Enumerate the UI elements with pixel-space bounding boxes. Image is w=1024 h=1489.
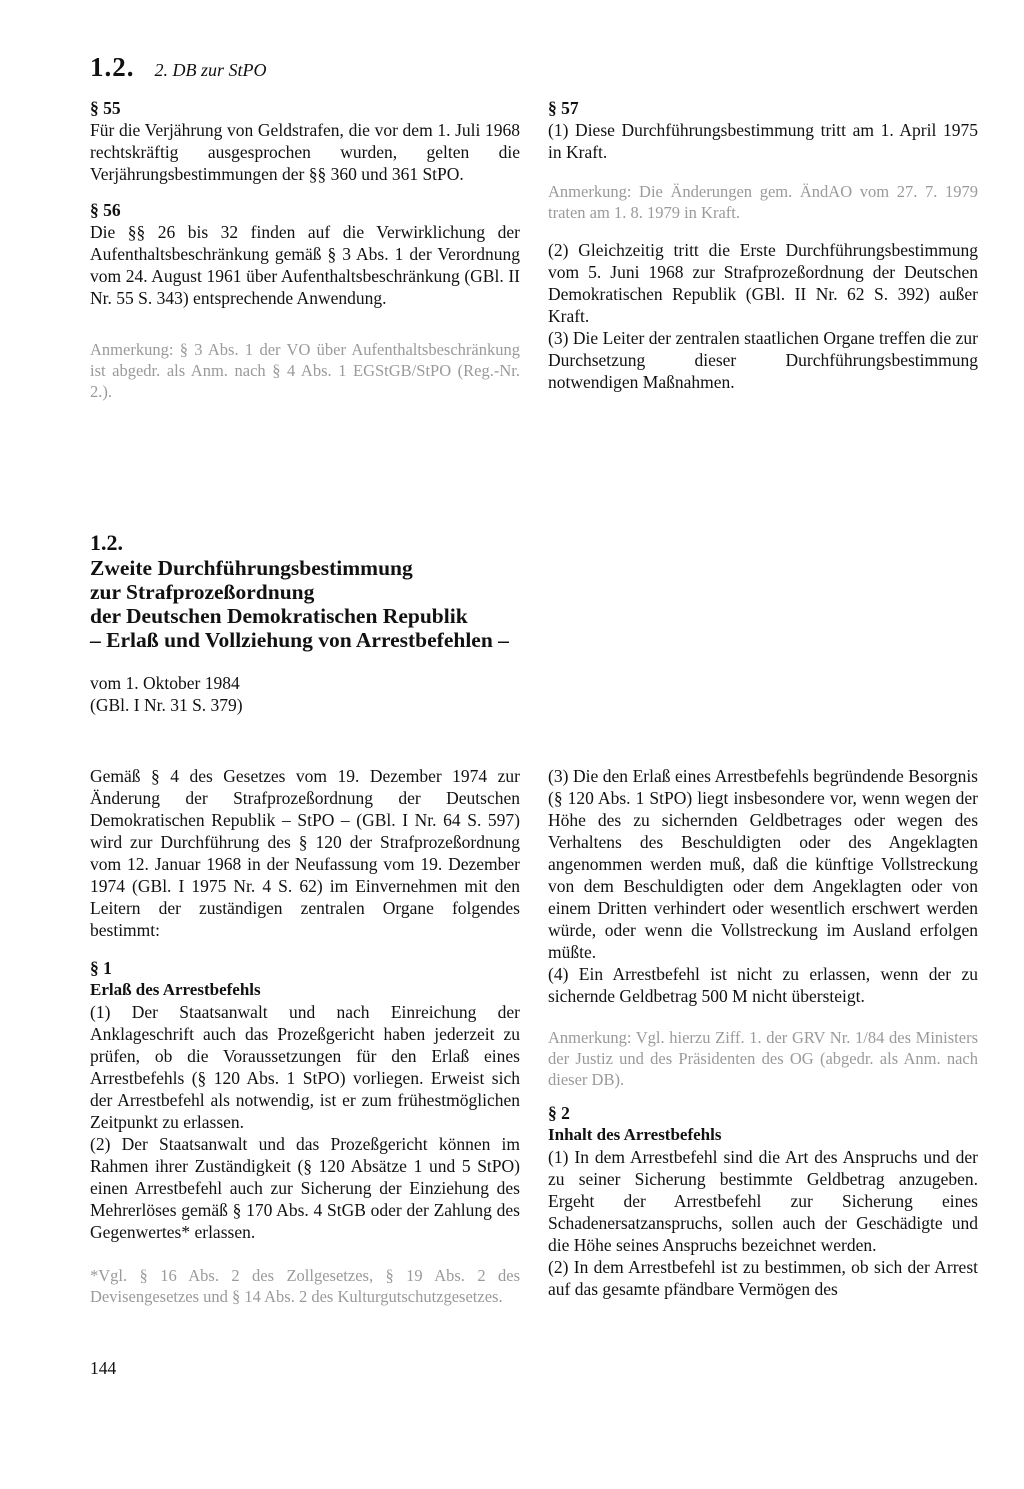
section-57-abs1: (1) Diese Durchführungsbestimmung tritt am 1. April 1975 in Kraft. [548, 120, 978, 162]
title-date: vom 1. Oktober 1984 [90, 673, 240, 693]
footnote: *Vgl. § 16 Abs. 2 des Zollgesetzes, § 19 Abs. 2 des Devisengesetzes und § 14 Abs. 2 des Kulturgutschutzgesetzes. [90, 1266, 520, 1306]
section-56-heading: § 56 [90, 200, 121, 220]
section-1-heading: § 1 [90, 958, 112, 978]
section-1-abs1: (1) Der Staatsanwalt und nach Einreichung der Anklageschrift auch das Prozeßgericht haben jederzeit zu prüfen, ob die Voraussetzungen für den Erlaß eines Arrestbefehls (§ 120 Abs. 1 StPO) vorliegen. Erweist sich der Arrestbefehl als notwendig, ist er zum frühestmöglichen Zeitpunkt zu erlassen. [90, 1002, 520, 1132]
section-57-abs2: (2) Gleichzeitig tritt die Erste Durchführungsbestimmung vom 5. Juni 1968 zur Strafprozeßordnung der Deutschen Demokratischen Republik (GBl. II Nr. 62 S. 392) außer Kraft. [548, 240, 978, 326]
title-source: (GBl. I Nr. 31 S. 379) [90, 695, 243, 715]
page-number: 144 [90, 1358, 117, 1378]
section-2-abs2: (2) In dem Arrestbefehl ist zu bestimmen, ob sich der Arrest auf das gesamte pfändbare Vermögen des [548, 1257, 978, 1299]
section-1-abs3: (3) Die den Erlaß eines Arrestbefehls begründende Besorgnis (§ 120 Abs. 1 StPO) liegt insbesondere vor, wenn wegen der Höhe des zu sichernden Geldbetrages oder wegen des Verhaltens des Beschuldigten oder des Angeklagten angenommen werden muß, daß die künftige Vollstreckung von dem Beschuldigten oder dem Angeklagten oder von einem Dritten verhindert oder wesentlich erschwert werden würde, oder wenn die Vollstreckung im Ausland erfolgen müßte. [548, 766, 978, 962]
section-57-heading: § 57 [548, 98, 579, 118]
section-1-note: Anmerkung: Vgl. hierzu Ziff. 1. der GRV Nr. 1/84 des Ministers der Justiz und des Präsidenten des OG (abgedr. als Anm. nach dieser DB). [548, 1028, 978, 1089]
section-57-note: Anmerkung: Die Änderungen gem. ÄndAO vom 27. 7. 1979 traten am 1. 8. 1979 in Kraft. [548, 182, 978, 222]
section-2-abs1: (1) In dem Arrestbefehl sind die Art des Anspruchs und der zu seiner Sicherung bestimmte Geldbetrag anzugeben. Ergeht der Arrestbefehl zur Sicherung eines Schadenersatzanspruchs, sollen auch der Geschädigte und die Höhe seines Anspruchs bezeichnet werden. [548, 1147, 978, 1255]
section-1-abs2: (2) Der Staatsanwalt und das Prozeßgericht können im Rahmen ihrer Zuständigkeit (§ 120 Absätze 1 und 5 StPO) einen Arrestbefehl auch zur Sicherung der Einziehung des Mehrerlöses gemäß § 170 Abs. 4 StGB oder der Zahlung des Gegenwertes* erlassen. [90, 1134, 520, 1242]
top-left-column [90, 97, 520, 402]
title-line-2: zur Strafprozeßordnung [90, 580, 315, 604]
document-title-block [90, 530, 610, 716]
section-55-heading: § 55 [90, 98, 121, 118]
running-head-text: 2. DB zur StPO [154, 60, 267, 80]
section-2-heading: § 2 [548, 1103, 570, 1123]
title-line-3: der Deutschen Demokratischen Republik [90, 604, 468, 628]
title-number: 1.2. [90, 530, 123, 555]
section-56-text: Die §§ 26 bis 32 finden auf die Verwirklichung der Aufenthaltsbeschränkung gemäß § 3 Abs. 1 der Verordnung vom 24. August 1961 über Aufenthaltsbeschränkung (GBl. II Nr. 55 S. 343) entsprechende Anwendung. [90, 222, 520, 308]
top-right-column [548, 97, 978, 393]
section-1-abs4: (4) Ein Arrestbefehl ist nicht zu erlassen, wenn der zu sichernde Geldbetrag 500 M nicht übersteigt. [548, 964, 978, 1006]
section-1-title: Erlaß des Arrestbefehls [90, 980, 261, 999]
bottom-right-column [548, 765, 978, 1300]
title-line-4: – Erlaß und Vollziehung von Arrestbefehlen – [90, 628, 509, 652]
running-head-number: 1.2. [90, 52, 135, 82]
intro-paragraph: Gemäß § 4 des Gesetzes vom 19. Dezember 1974 zur Änderung der Strafprozeßordnung der Deutschen Demokratischen Republik – StPO – (GBl. I Nr. 64 S. 597) wird zur Durchführung des § 120 der Strafprozeßordnung vom 12. Januar 1968 in der Neufassung vom 19. Dezember 1974 (GBl. I 1975 Nr. 4 S. 62) im Einvernehmen mit den Leitern der zuständigen zentralen Organe folgendes bestimmt: [90, 766, 520, 940]
running-head [90, 52, 267, 83]
section-55-text: Für die Verjährung von Geldstrafen, die vor dem 1. Juli 1968 rechtskräftig ausgesprochen wurden, gelten die Verjährungsbestimmungen der §§ 360 und 361 StPO. [90, 120, 520, 184]
title-line-1: Zweite Durchführungsbestimmung [90, 556, 413, 580]
section-2-title: Inhalt des Arrestbefehls [548, 1125, 722, 1144]
bottom-left-column [90, 765, 520, 1307]
section-56-note: Anmerkung: § 3 Abs. 1 der VO über Aufenthaltsbeschränkung ist abgedr. als Anm. nach § 4 Abs. 1 EGStGB/StPO (Reg.-Nr. 2.). [90, 340, 520, 401]
section-57-abs3: (3) Die Leiter der zentralen staatlichen Organe treffen die zur Durchsetzung dieser Durchführungsbestimmung notwendigen Maßnahmen. [548, 328, 978, 392]
